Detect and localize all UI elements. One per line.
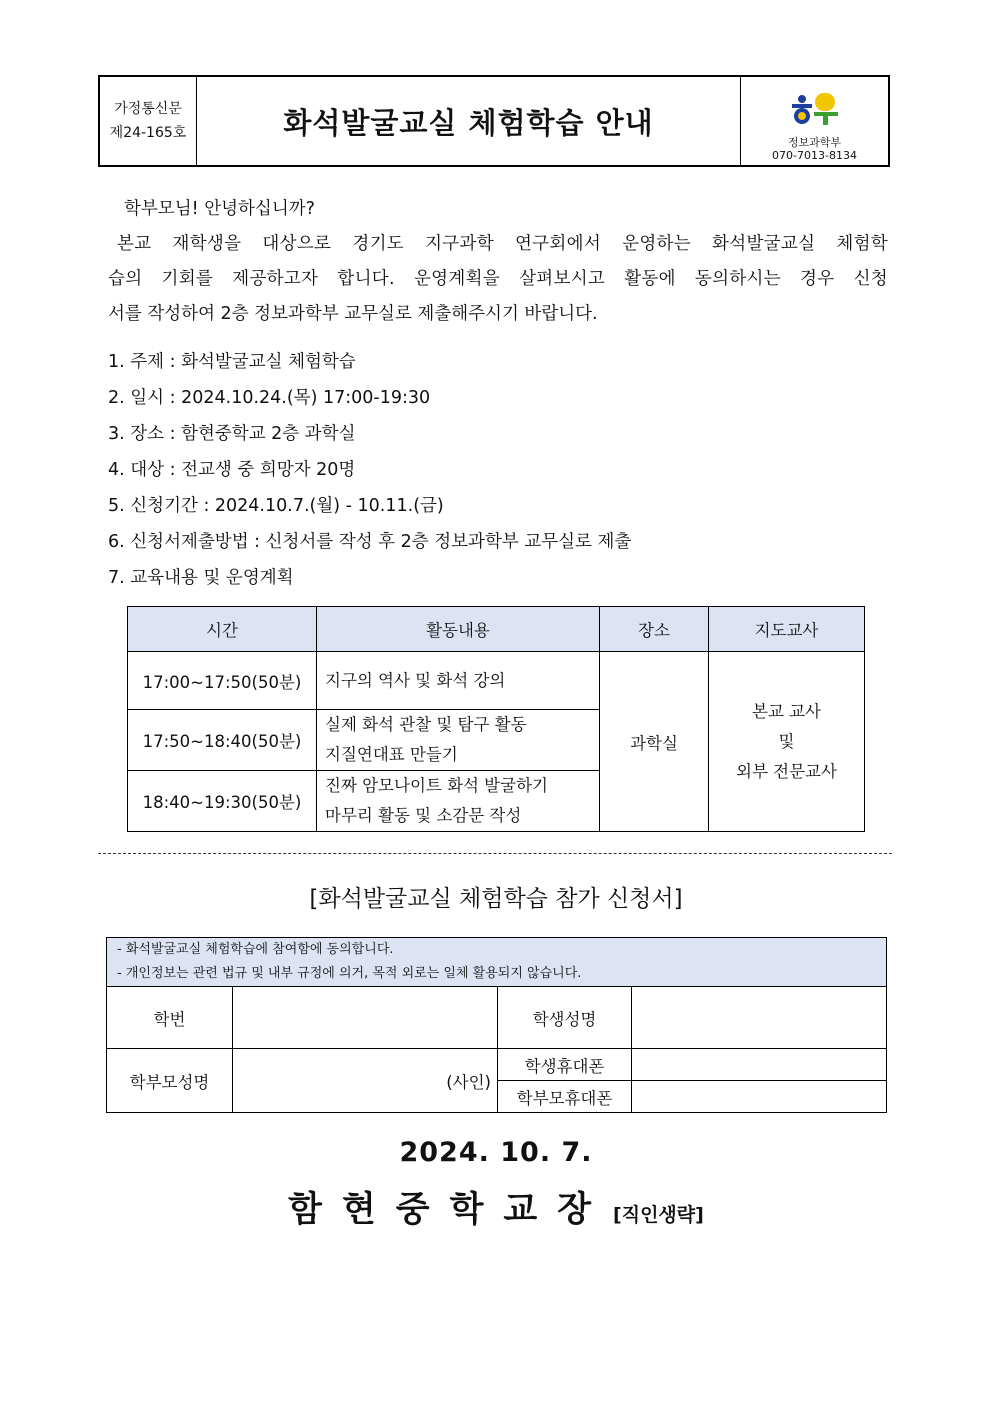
detail-target: 4. 대상 : 전교생 중 희망자 20명 <box>108 460 356 480</box>
parent-name-field[interactable] <box>233 1049 498 1113</box>
place-cell: 과학실 <box>600 652 709 832</box>
detail-plan: 7. 교육내용 및 운영계획 <box>108 568 294 588</box>
notice-id-box <box>100 77 197 165</box>
notice-number: 제24-165호 <box>109 125 187 141</box>
student-id-label: 학번 <box>107 987 233 1049</box>
activity-line: 지구의 역사 및 화석 강의 <box>325 670 506 690</box>
time-cell: 18:40~19:30(50분) <box>128 771 317 832</box>
col-teacher: 지도교사 <box>709 607 865 652</box>
consent-line: - 개인정보는 관련 법규 및 내부 규정에 의거, 목적 외로는 일체 활용되지 않습니다. <box>117 966 582 981</box>
teacher-cell <box>709 652 865 832</box>
application-form <box>106 937 887 1113</box>
activity-line: 마무리 활동 및 소감문 작성 <box>325 806 522 825</box>
activity-cell <box>317 652 600 710</box>
activity-line: 실제 화석 관찰 및 탐구 활동 <box>325 715 527 734</box>
activity-line: 지질연대표 만들기 <box>325 745 458 764</box>
teacher-line: 본교 교사 <box>751 701 821 721</box>
student-phone-field[interactable] <box>632 1049 887 1081</box>
form-row <box>107 1049 887 1081</box>
issue-date: 2024. 10. 7. <box>399 1137 593 1168</box>
col-activity: 활동내용 <box>317 607 600 652</box>
intro-line: 서를 작성하여 2층 정보과학부 교무실로 제출해주시기 바랍니다. <box>108 304 598 324</box>
form-row <box>107 987 887 1049</box>
application-title: [화석발굴교실 체험학습 참가 신청서] <box>309 886 683 912</box>
schedule-table <box>127 606 865 832</box>
student-name-field[interactable] <box>632 987 887 1049</box>
page-title: 화석발굴교실 체험학습 안내 <box>283 105 654 140</box>
notice-category: 가정통신문 <box>114 101 182 117</box>
school-logo-icon <box>788 90 842 126</box>
school-principal: 함현중학교장 <box>288 1190 612 1230</box>
intro-line: 본교 재학생을 대상으로 경기도 지구과학 연구회에서 운영하는 화석발굴교실 체험학 <box>117 234 888 254</box>
activity-line: 진짜 암모나이트 화석 발굴하기 <box>325 776 548 795</box>
sign-label: (사인) <box>446 1072 491 1092</box>
school-signature <box>0 1182 992 1232</box>
student-name-label: 학생성명 <box>498 987 632 1049</box>
detail-location: 3. 장소 : 함현중학교 2층 과학실 <box>108 424 356 444</box>
department-box <box>740 77 888 165</box>
student-id-field[interactable] <box>233 987 498 1049</box>
detail-period: 5. 신청기간 : 2024.10.7.(월) - 10.11.(금) <box>108 496 444 516</box>
cut-line <box>98 853 892 854</box>
greeting: 학부모님! 안녕하십니까? <box>124 199 315 219</box>
consent-notice <box>107 938 887 987</box>
department-name: 정보과학부 <box>787 136 842 149</box>
time-cell: 17:00~17:50(50분) <box>128 652 317 710</box>
department-phone: 070-7013-8134 <box>772 149 857 162</box>
col-time: 시간 <box>128 607 317 652</box>
detail-topic: 1. 주제 : 화석발굴교실 체험학습 <box>108 352 356 372</box>
table-row <box>128 652 865 710</box>
parent-phone-field[interactable] <box>632 1081 887 1113</box>
detail-submit-method: 6. 신청서제출방법 : 신청서를 작성 후 2층 정보과학부 교무실로 제출 <box>108 532 632 552</box>
teacher-line: 외부 전문교사 <box>736 761 837 781</box>
teacher-line: 및 <box>778 731 795 751</box>
detail-date: 2. 일시 : 2024.10.24.(목) 17:00-19:30 <box>108 388 431 408</box>
activity-cell <box>317 710 600 771</box>
activity-cell <box>317 771 600 832</box>
intro-line: 습의 기회를 제공하고자 합니다. 운영계획을 살펴보시고 활동에 동의하시는 경우 신청 <box>108 269 888 289</box>
notice-row <box>107 938 887 987</box>
details-list <box>108 344 888 596</box>
student-phone-label: 학생휴대폰 <box>498 1049 632 1081</box>
intro-paragraph <box>108 192 888 332</box>
parent-phone-label: 학부모휴대폰 <box>498 1081 632 1113</box>
seal-note: [직인생략] <box>613 1204 704 1226</box>
notice-header <box>98 75 890 167</box>
consent-line: - 화석발굴교실 체험학습에 참여함에 동의합니다. <box>117 942 394 957</box>
schedule-header-row <box>128 607 865 652</box>
col-place: 장소 <box>600 607 709 652</box>
parent-name-label: 학부모성명 <box>107 1049 233 1113</box>
time-cell: 17:50~18:40(50분) <box>128 710 317 771</box>
